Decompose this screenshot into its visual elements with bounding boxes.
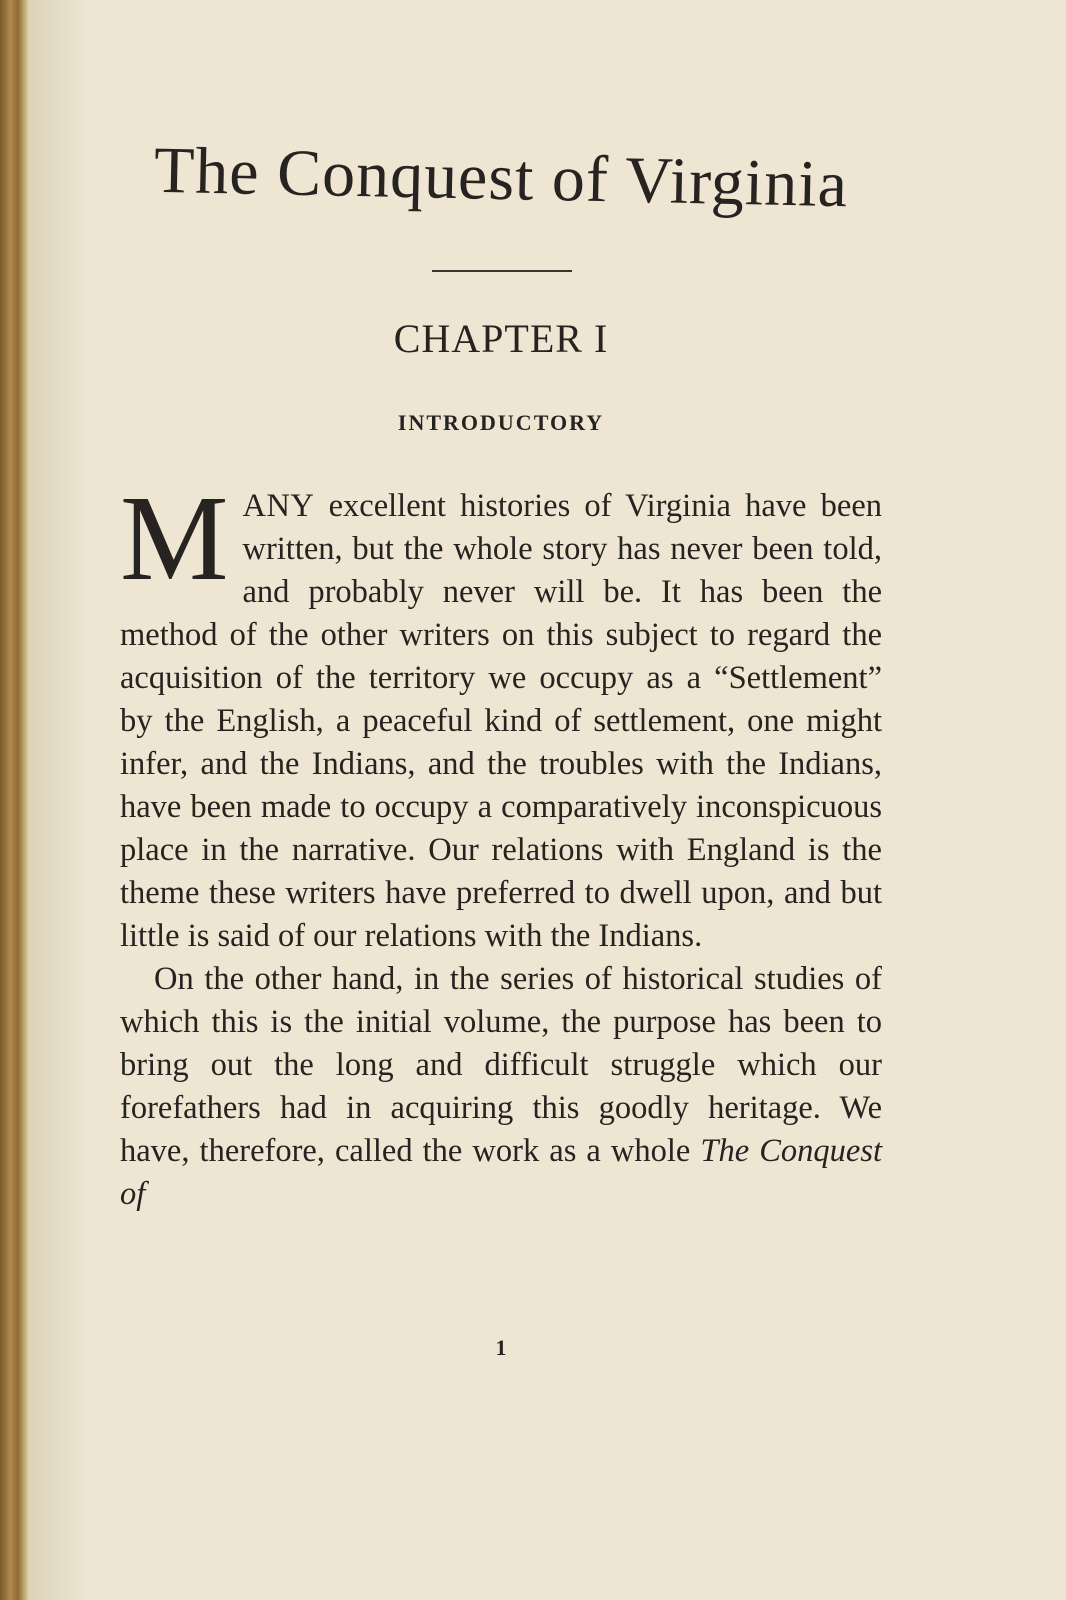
paragraph-1-text: excellent histories of Virginia have been written, but the whole story has never been told, and probably never will be. It has been the method of the other writers on this subject to regard the acquisition of the territory we occupy as a “Settlement” by the English, a peaceful kind of settlement, one might infer, and the Indians, and the troubles with the Indians, have been made to occupy a comparatively inconspicuous place in the narrative. Our relations with England is the theme these writers have preferred to dwell upon, and but little is said of our relations with the Indians. [120, 488, 882, 954]
chapter-heading: CHAPTER I [393, 316, 609, 361]
book-title: The Conquest of Virginia [153, 133, 849, 222]
drop-cap: M [120, 471, 229, 606]
paragraph-1 [120, 471, 882, 958]
body-text [120, 471, 883, 1216]
page-gutter-shadow [30, 0, 90, 1600]
title-rule [432, 270, 572, 272]
lead-word: ANY [242, 488, 315, 524]
paragraph-2-text: On the other hand, in the series of historical studies of which this is the initial volume, the purpose has been to bring out the long and difficult struggle which our forefathers had in acquiring this goodly heritage. We have, therefore, called the work as a whole [120, 961, 882, 1169]
paragraph-2 [120, 958, 882, 1216]
chapter-subtitle: INTRODUCTORY [397, 410, 605, 435]
paragraph-2-italic: The Conquest of [120, 1133, 883, 1212]
page-number: 1 [495, 1335, 507, 1360]
book-page [120, 0, 882, 1600]
book-spine-edge [0, 0, 30, 1600]
